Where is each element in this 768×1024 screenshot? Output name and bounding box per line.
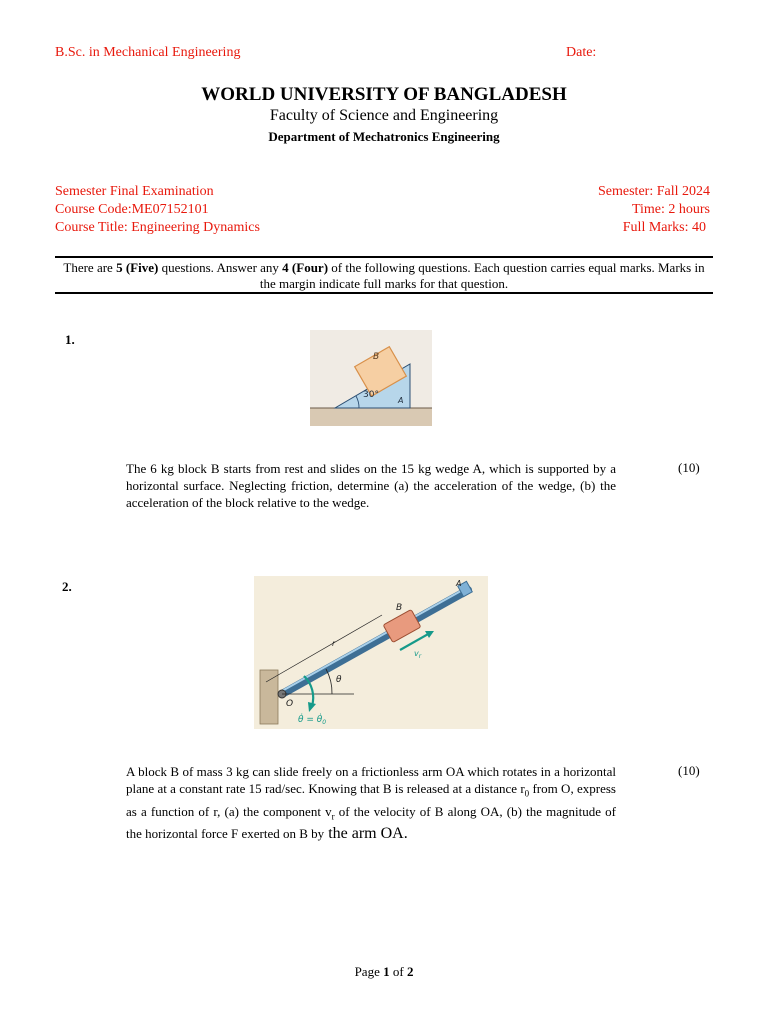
- course-title: Course Title: Engineering Dynamics: [55, 220, 260, 235]
- date-label: Date:: [566, 45, 597, 60]
- block-label: B: [373, 352, 380, 362]
- semester: Semester: Fall 2024: [598, 184, 710, 199]
- program-name: B.Sc. in Mechanical Engineering: [55, 45, 241, 60]
- label-vr: $v_r$: [414, 649, 422, 660]
- label-r: r: [332, 639, 336, 648]
- question-1-number: 1.: [65, 332, 75, 347]
- university-title: WORLD UNIVERSITY OF BANGLADESH: [201, 84, 567, 105]
- course-code: Course Code:ME07152101: [55, 202, 209, 217]
- label-o: O: [286, 699, 294, 709]
- page-footer: Page 1 of 2: [354, 964, 414, 979]
- question-2-marks: (10): [678, 763, 700, 778]
- wedge-block-figure: [310, 330, 432, 426]
- label-theta: θ: [336, 675, 342, 685]
- angle-label: 30°: [363, 390, 379, 400]
- instructions: There are 5 (Five) questions. Answer any 4 (Four) of the following questions. Each question carries equal marks. Marks in the margin indicate full marks for that question.: [63, 260, 705, 291]
- wedge-label: A: [398, 396, 404, 405]
- question-1-text: The 6 kg block B starts from rest and slides on the 15 kg wedge A, which is supported by a horizontal surface. Neglecting friction, determine (a) the acceleration of the wedge, (b) the acceleration of the block relative to the wedge.: [126, 461, 616, 510]
- department-name: Department of Mechatronics Engineering: [268, 129, 500, 144]
- bottom-rule: [55, 292, 713, 294]
- full-marks: Full Marks: 40: [622, 220, 706, 235]
- rotating-arm-figure: [254, 576, 488, 729]
- question-1-marks: (10): [678, 460, 700, 475]
- label-b: B: [396, 603, 403, 613]
- exam-type: Semester Final Examination: [55, 184, 214, 199]
- top-rule: [55, 256, 713, 258]
- question-2-number: 2.: [62, 579, 72, 594]
- exam-time: Time: 2 hours: [631, 202, 710, 217]
- question-2-text: A block B of mass 3 kg can slide freely on a frictionless arm OA which rotates in a horizontal plane at a constant rate 15 rad/sec. Knowing that B is released at a distance $r_0$ from O, express as a function of r, (a) the component $v_r$ of the velocity of B along OA, (b) the magnitude of the horizontal force F exerted on B by the arm OA.: [126, 764, 616, 843]
- label-a: A: [456, 579, 462, 588]
- faculty-name: Faculty of Science and Engineering: [269, 107, 499, 124]
- label-omega: θ̇ = $\thetȧ_0$: [298, 715, 327, 726]
